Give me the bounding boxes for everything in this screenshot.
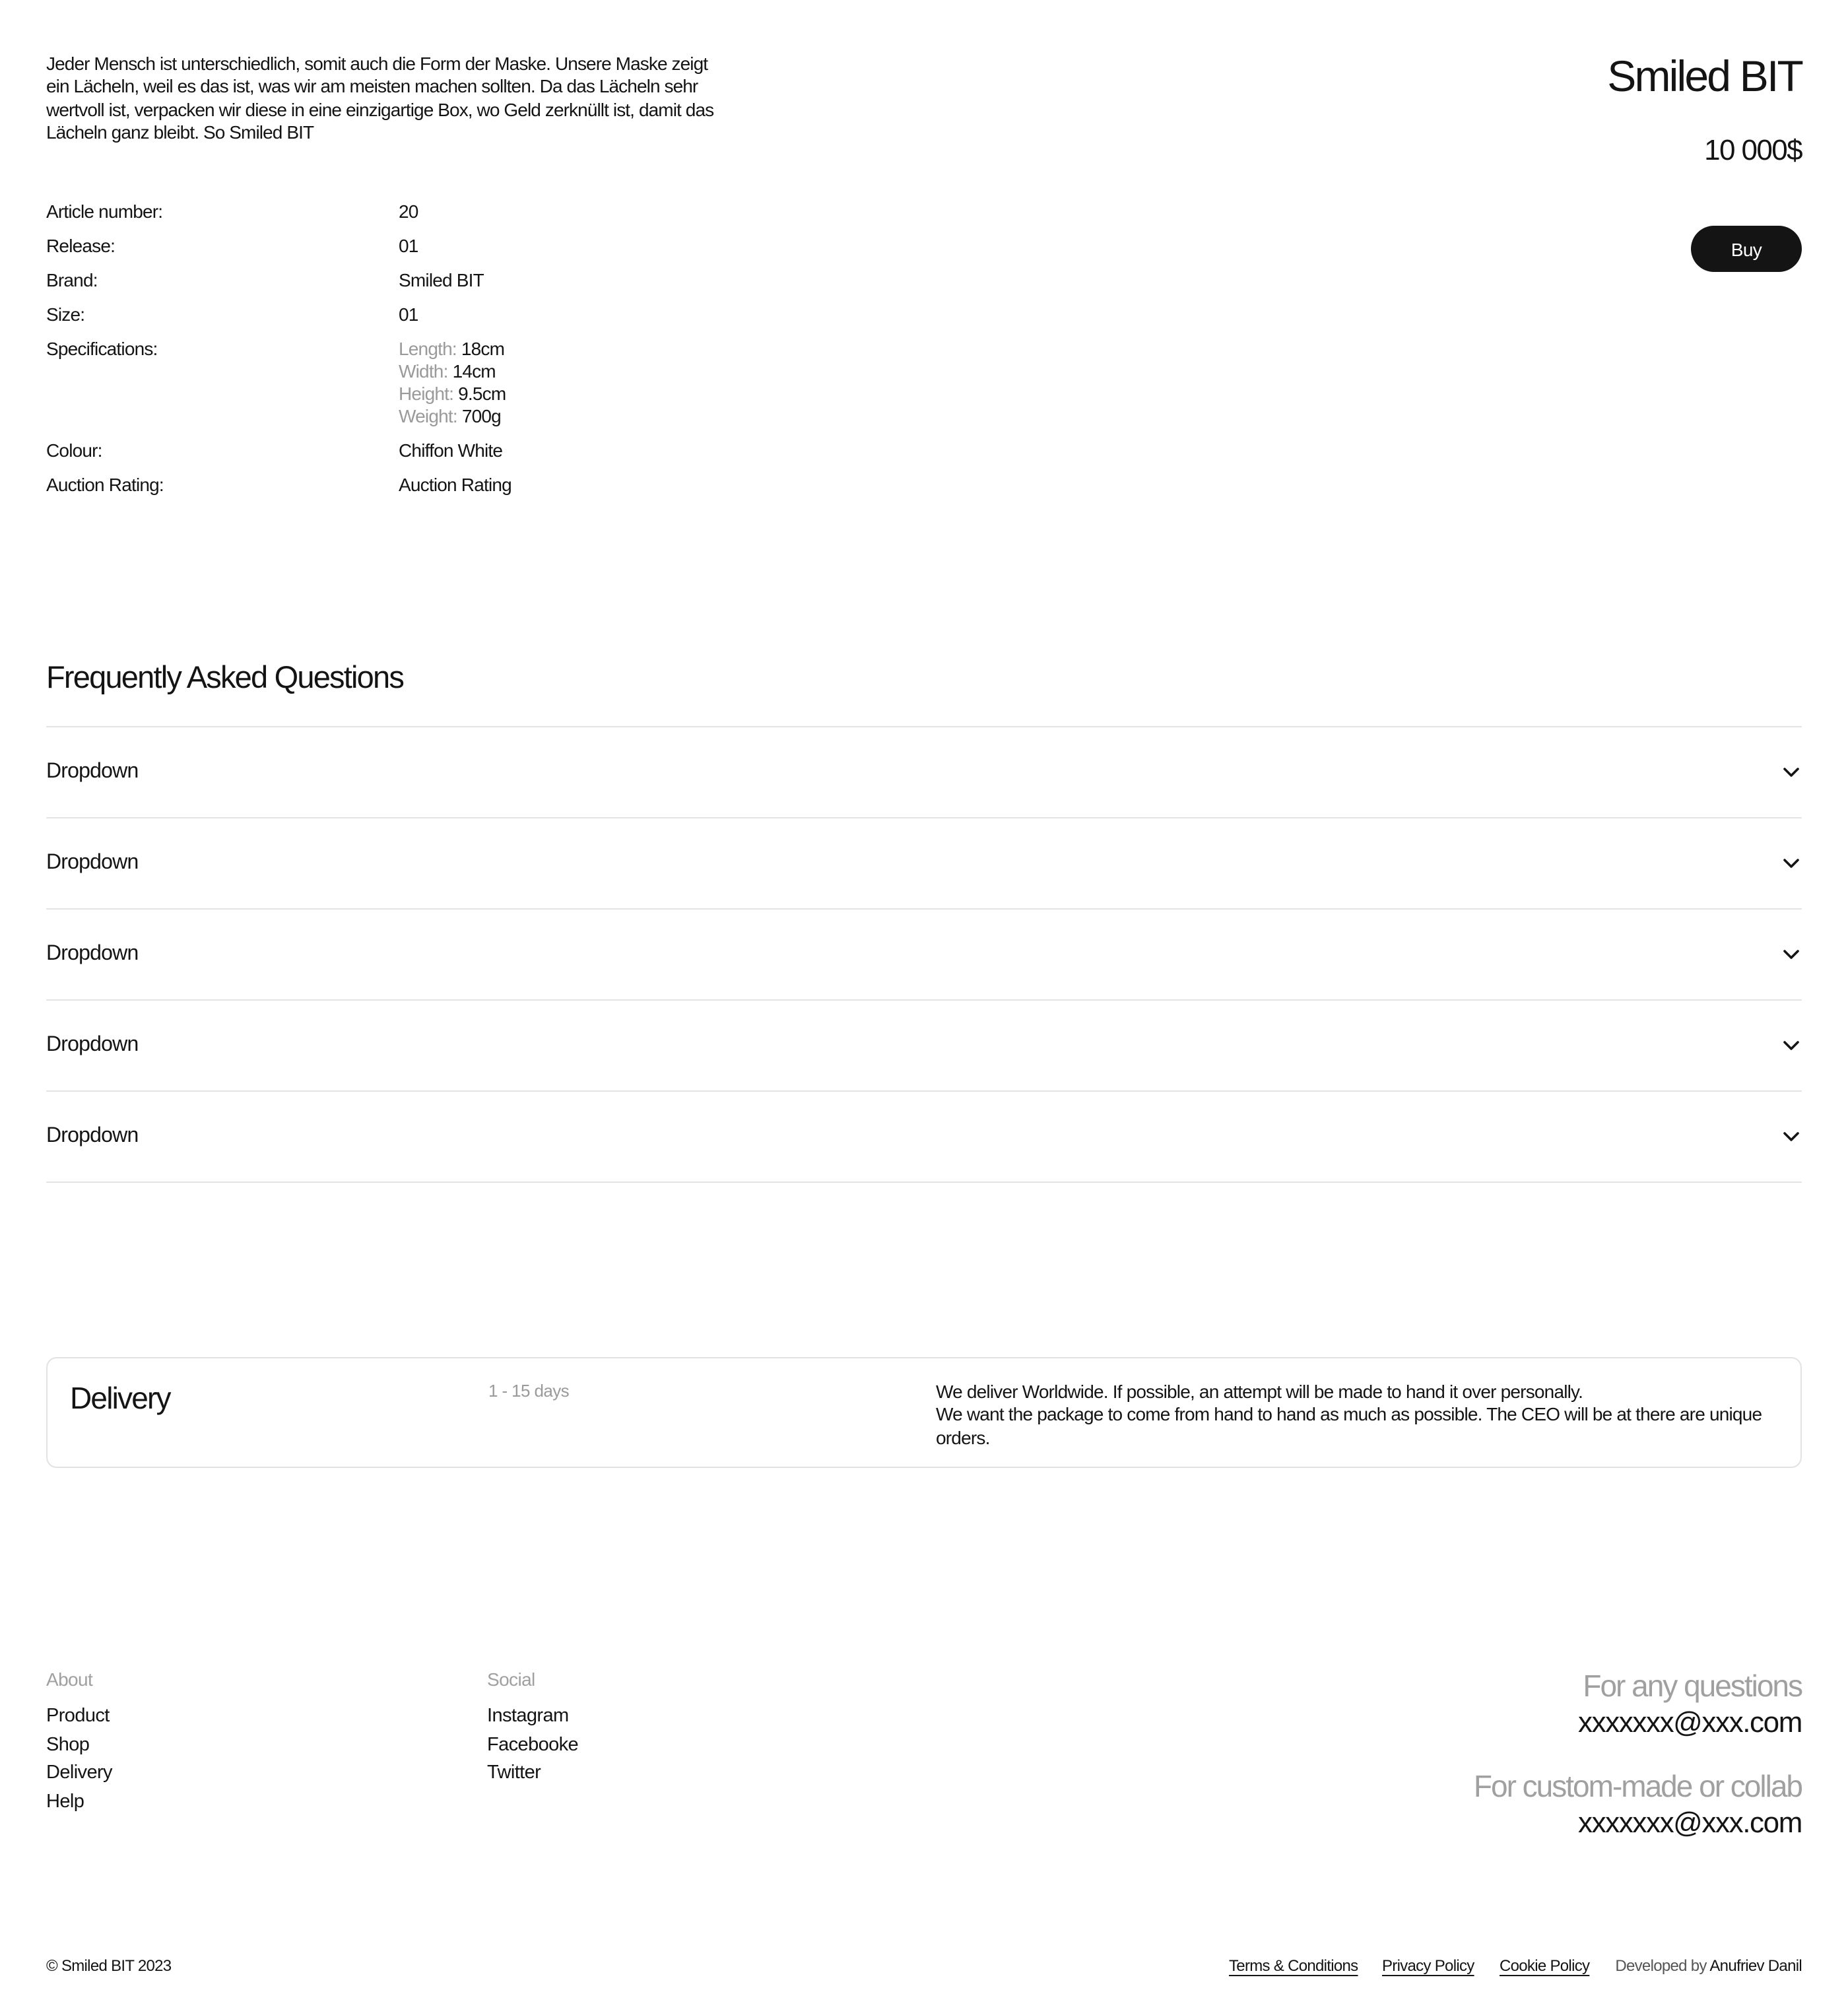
dimension-key: Length: bbox=[399, 338, 457, 359]
spec-label: Brand: bbox=[46, 269, 98, 290]
faq-dropdown[interactable] bbox=[46, 999, 1802, 1090]
spec-value: Auction Rating bbox=[399, 474, 512, 495]
spec-label: Release: bbox=[46, 235, 116, 256]
spec-value: 01 bbox=[399, 235, 418, 256]
footer-link-shop[interactable]: Shop bbox=[46, 1734, 90, 1755]
faq-dropdown-label: Dropdown bbox=[46, 943, 139, 965]
chevron-down-icon[interactable] bbox=[1782, 1036, 1800, 1055]
spec-row-article-number bbox=[46, 201, 706, 223]
faq-dropdown[interactable] bbox=[46, 1090, 1802, 1183]
developer-name: Anufriev Danil bbox=[1709, 1956, 1802, 1975]
product-description: Jeder Mensch ist unterschiedlich, somit auch die Form der Maske. Unsere Maske zeigt ein Lächeln, weil es das ist, was wir am meisten machen sollten. Da das Lächeln sehr wertvoll ist, verpacken wir diese in eine einzigartige Box, wo Geld zerknüllt ist, damit das Lächeln ganz bleibt. So Smiled BIT bbox=[46, 53, 714, 143]
spec-row-brand bbox=[46, 269, 706, 292]
faq-dropdown-label: Dropdown bbox=[46, 1034, 139, 1056]
contact-collab-email[interactable]: xxxxxxx@xxx.com bbox=[1577, 1806, 1802, 1839]
faq-dropdown[interactable] bbox=[46, 817, 1802, 908]
cookie-link[interactable]: Cookie Policy bbox=[1500, 1956, 1590, 1975]
faq-dropdown-label: Dropdown bbox=[46, 760, 139, 783]
dimension-length bbox=[399, 338, 706, 360]
dimension-key: Width: bbox=[399, 360, 448, 382]
spec-label: Colour: bbox=[46, 440, 102, 461]
faq-dropdown-label: Dropdown bbox=[46, 851, 139, 874]
product-title: Smiled BIT bbox=[1607, 51, 1802, 100]
spec-value: 20 bbox=[399, 201, 418, 222]
delivery-line: We deliver Worldwide. If possible, an attempt will be made to hand it over personally. bbox=[936, 1381, 1583, 1402]
delivery-title: Delivery bbox=[70, 1381, 170, 1415]
spec-value: 01 bbox=[399, 304, 418, 325]
dimension-value: 700g bbox=[461, 405, 501, 426]
delivery-card bbox=[46, 1357, 1802, 1468]
spec-row-colour bbox=[46, 440, 706, 462]
dimension-width bbox=[399, 360, 706, 383]
contact-collab-label: For custom-made or collab bbox=[1473, 1769, 1802, 1803]
footer-link-help[interactable]: Help bbox=[46, 1791, 84, 1812]
contact-questions bbox=[1578, 1667, 1802, 1741]
faq-title: Frequently Asked Questions bbox=[46, 660, 404, 694]
footer-link-twitter[interactable]: Twitter bbox=[487, 1762, 541, 1783]
faq-dropdown[interactable] bbox=[46, 726, 1802, 817]
spec-label: Auction Rating: bbox=[46, 474, 164, 495]
faq-list bbox=[46, 726, 1802, 1183]
chevron-down-icon[interactable] bbox=[1782, 1127, 1800, 1146]
delivery-time: 1 - 15 days bbox=[488, 1381, 570, 1401]
contact-collab bbox=[1474, 1768, 1802, 1842]
contact-questions-email[interactable]: xxxxxxx@xxx.com bbox=[1577, 1706, 1802, 1739]
contact-questions-label: For any questions bbox=[1583, 1669, 1802, 1703]
delivery-text bbox=[936, 1381, 1781, 1449]
developer-credit bbox=[1615, 1955, 1802, 1976]
spec-table bbox=[46, 201, 706, 508]
footer-link-product[interactable]: Product bbox=[46, 1706, 110, 1727]
dimension-height bbox=[399, 383, 706, 405]
dimension-value: 9.5cm bbox=[458, 383, 506, 404]
spec-row-specifications bbox=[46, 338, 706, 428]
copyright: © Smiled BIT 2023 bbox=[46, 1956, 172, 1975]
footer-social bbox=[487, 1669, 578, 1788]
faq-dropdown[interactable] bbox=[46, 908, 1802, 999]
terms-link[interactable]: Terms & Conditions bbox=[1229, 1956, 1358, 1975]
dimension-weight bbox=[399, 405, 706, 428]
delivery-line: We want the package to come from hand to hand as much as possible. The CEO will be at there are unique orders. bbox=[936, 1403, 1762, 1448]
chevron-down-icon[interactable] bbox=[1782, 854, 1800, 873]
spec-value: Chiffon White bbox=[399, 440, 503, 461]
chevron-down-icon[interactable] bbox=[1782, 945, 1800, 964]
spec-label: Article number: bbox=[46, 201, 163, 222]
spec-value: Smiled BIT bbox=[399, 269, 484, 290]
dimension-key: Weight: bbox=[399, 405, 457, 426]
product-price: 10 000$ bbox=[1704, 133, 1802, 166]
footer-link-delivery[interactable]: Delivery bbox=[46, 1762, 112, 1783]
footer-social-title: Social bbox=[487, 1669, 535, 1690]
spec-row-release bbox=[46, 235, 706, 257]
dimension-value: 14cm bbox=[452, 360, 496, 382]
spec-dimensions bbox=[399, 338, 706, 428]
dimension-value: 18cm bbox=[461, 338, 505, 359]
spec-label: Size: bbox=[46, 304, 85, 325]
dimension-key: Height: bbox=[399, 383, 454, 404]
footer-about-title: About bbox=[46, 1669, 93, 1690]
spec-label: Specifications: bbox=[46, 338, 158, 359]
chevron-down-icon[interactable] bbox=[1782, 763, 1800, 782]
spec-row-size bbox=[46, 304, 706, 326]
spec-row-auction-rating bbox=[46, 474, 706, 496]
faq-dropdown-label: Dropdown bbox=[46, 1125, 139, 1147]
developed-by-label: Developed by bbox=[1615, 1956, 1707, 1975]
buy-button[interactable]: Buy bbox=[1691, 226, 1802, 272]
footer-about bbox=[46, 1669, 112, 1816]
footer-link-instagram[interactable]: Instagram bbox=[487, 1706, 569, 1727]
privacy-link[interactable]: Privacy Policy bbox=[1382, 1956, 1474, 1975]
footer-link-facebook[interactable]: Facebooke bbox=[487, 1734, 579, 1755]
